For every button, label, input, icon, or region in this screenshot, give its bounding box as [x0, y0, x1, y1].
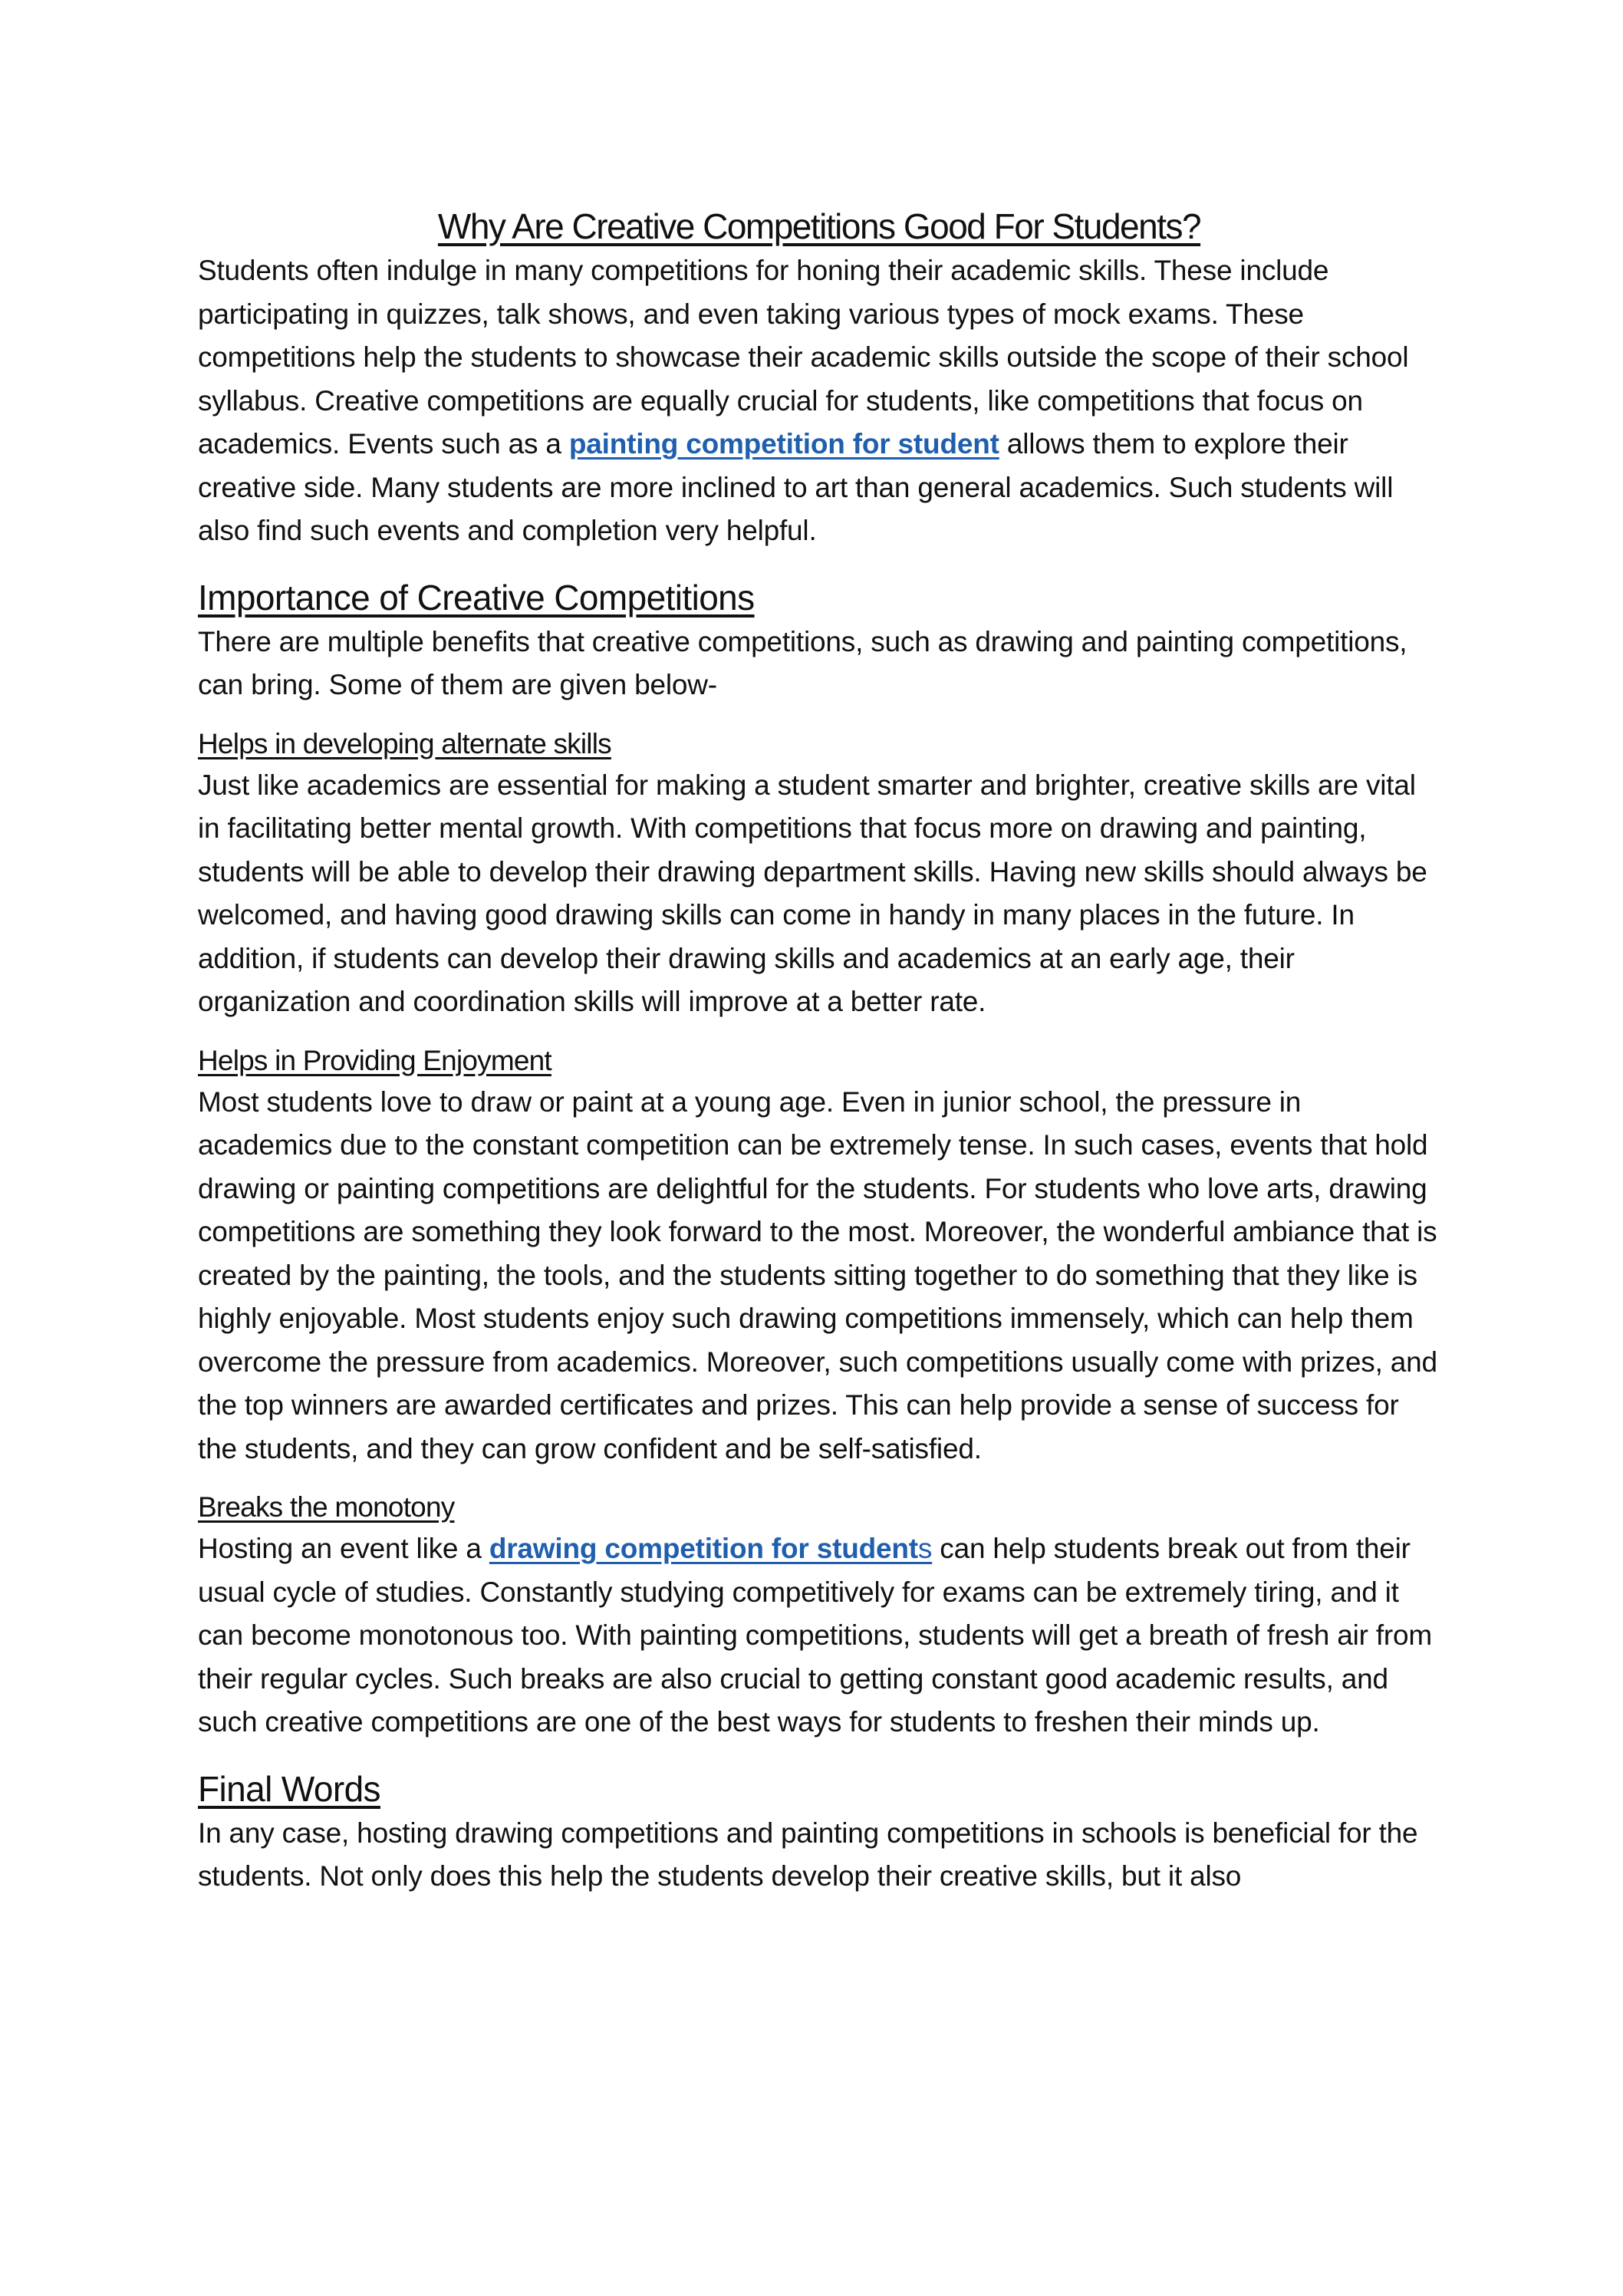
document-title: Why Are Creative Competitions Good For Students?: [437, 206, 1201, 246]
monotony-paragraph: [198, 1527, 1440, 1744]
section-heading-importance: Importance of Creative Competitions: [198, 577, 755, 618]
intro-text-after: allows them to explore their creative side. Many students are more inclined to art than general academics. Such students will also find such events and completion very helpful.: [198, 428, 1394, 546]
intro-paragraph: [198, 249, 1440, 553]
subheading-enjoyment: Helps in Providing Enjoyment: [198, 1044, 551, 1076]
monotony-text-after: can help students break out from their usual cycle of studies. Constantly studying competitively for exams can be extremely tiring, and it can become monotonous too. With painting competitions, students will get a breath of fresh air from their regular cycles. Such breaks are also crucial to getting constant good academic results, and such creative competitions are one of the best ways for students to freshen their minds up.: [198, 1533, 1433, 1738]
section-heading-final-words: Final Words: [198, 1768, 380, 1809]
alternate-skills-text: Just like academics are essential for making a student smarter and brighter, creative skills are vital in facilitating better mental growth. With competitions that focus more on drawing and painting, students will be able to develop their drawing department skills. Having new skills should always be welcomed, and having good drawing skills can come in handy in many places in the future. In addition, if students can develop their drawing skills and academics at an early age, their organization and coordination skills will improve at a better rate.: [198, 769, 1427, 1017]
monotony-text-before: Hosting an event like a: [198, 1533, 489, 1564]
section-importance-text: There are multiple benefits that creative competitions, such as drawing and painting competitions, can bring. Some of them are given below-: [198, 625, 1407, 700]
subheading-monotony: Breaks the monotony: [198, 1491, 455, 1523]
subheading-alternate-skills: Helps in developing alternate skills: [198, 727, 611, 759]
drawing-competition-link[interactable]: drawing competition for student: [489, 1533, 918, 1564]
final-words-text: In any case, hosting drawing competitions and painting competitions in schools is beneficial for the students. Not only does this help the students develop their creative skills, but it also: [198, 1817, 1418, 1892]
document-page: [198, 196, 1440, 1899]
painting-competition-link[interactable]: painting competition for student: [568, 428, 999, 460]
drawing-competition-link-tail[interactable]: s: [917, 1533, 933, 1564]
enjoyment-text: Most students love to draw or paint at a young age. Even in junior school, the pressure in academics due to the constant competition can be extremely tense. In such cases, events that hold drawing or painting competitions are delightful for the students. For students who love arts, drawing competitions are something they look forward to the most. Moreover, the wonderful ambiance that is created by the painting, the tools, and the students sitting together to do something that they like is highly enjoyable. Most students enjoy such drawing competitions immensely, which can help them overcome the pressure from academics. Moreover, such competitions usually come with prizes, and the top winners are awarded certificates and prizes. This can help provide a sense of success for the students, and they can grow confident and be self-satisfied.: [198, 1085, 1437, 1464]
intro-text-before: Students often indulge in many competitions for honing their academic skills. These include participating in quizzes, talk shows, and even taking various types of mock exams. These competitions help the students to showcase their academic skills outside the scope of their school syllabus. Creative competitions are equally crucial for students, like competitions that focus on academics. Events such as a: [198, 255, 1409, 460]
